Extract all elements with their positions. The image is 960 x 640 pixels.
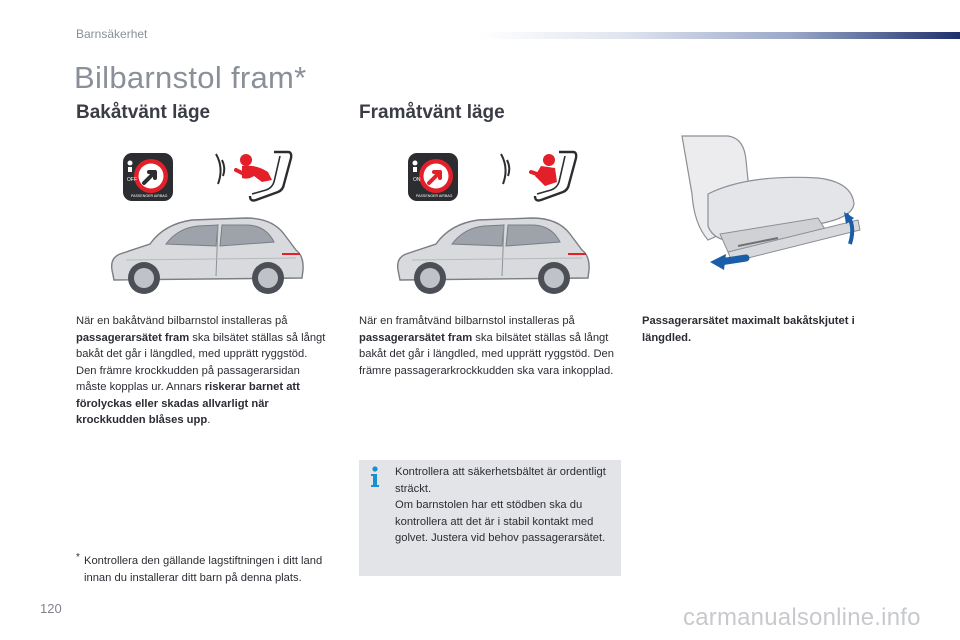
- page-number: 120: [40, 601, 62, 616]
- forward-facing-heading: Framåtvänt läge: [359, 102, 505, 123]
- footnote-text: Kontrollera den gällande lagstiftningen i ditt land innan du installerar ditt barn på denna plats.: [84, 555, 323, 584]
- passenger-seat-icon: [668, 134, 868, 284]
- car-side-icon: [392, 210, 594, 302]
- child-seat-front-icon: [497, 146, 583, 206]
- section-label: Barnsäkerhet: [76, 27, 148, 41]
- header-bar: [480, 32, 960, 39]
- airbag-on-badge-icon: [407, 152, 459, 202]
- page-title: Bilbarnstol fram*: [74, 60, 307, 95]
- forward-facing-text: När en framåtvänd bilbarnstol installeras på passagerarsätet fram ska bilsätet ställas så långt bakåt det går i längdled, med upprätt ryggstöd. Den främre passagerarkrockkudden ska vara inkopplad.: [359, 315, 614, 377]
- seat-caption: Passagerarsätet maximalt bakåtskjutet i längdled.: [642, 315, 855, 344]
- child-seat-rear-icon: [212, 146, 298, 206]
- watermark: carmanualsonline.info: [683, 604, 921, 631]
- info-icon: [369, 466, 381, 488]
- svg-text:PASSENGER AIRBAG: PASSENGER AIRBAG: [416, 194, 453, 198]
- svg-text:OFF: OFF: [127, 177, 137, 183]
- svg-text:ON: ON: [413, 177, 421, 183]
- footnote-marker: *: [76, 552, 80, 563]
- rear-facing-paragraph-1: När en bakåtvänd bilbarnstol installeras på passagerarsätet fram ska bilsätet ställas så långt bakåt det går i längdled, med upprätt ryggstöd.: [76, 315, 326, 360]
- rear-facing-paragraph-2: Den främre krockkudden på passagerarsidan måste kopplas ur. Annars riskerar barnet att förolyckas eller skadas allvarligt när krockkudden blåses upp.: [76, 364, 300, 426]
- svg-text:PASSENGER AIRBAG: PASSENGER AIRBAG: [131, 194, 168, 198]
- car-side-icon: [106, 210, 308, 302]
- rear-facing-heading: Bakåtvänt läge: [76, 102, 211, 123]
- info-text: Kontrollera att säkerhetsbältet är ordentligt sträckt. Om barnstolen har ett stödben ska du kontrollera att det är i stabil kontakt med golvet. Justera vid behov passagerarsätet.: [395, 466, 606, 544]
- rear-facing-text: [76, 313, 328, 429]
- airbag-off-badge-icon: [122, 152, 174, 202]
- footnote: [76, 553, 326, 586]
